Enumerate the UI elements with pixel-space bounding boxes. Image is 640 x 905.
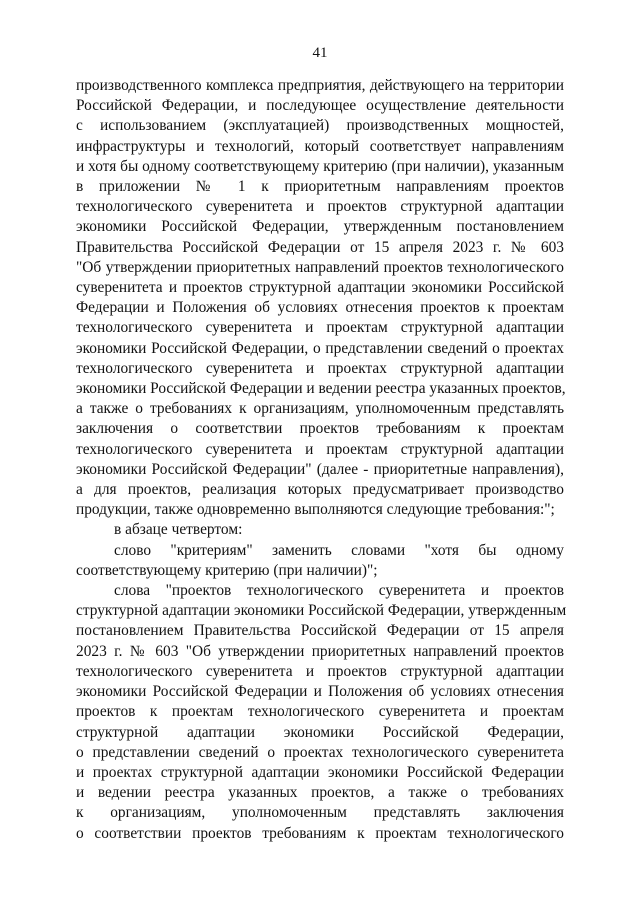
text-line: продукции, также одновременно выполняются следующие требования:"; (76, 501, 555, 519)
text-line: о соответствии проектов требованиям к проектам технологического (76, 824, 564, 842)
text-line: суверенитета и проектов структурной адаптации экономики Российской (76, 279, 564, 297)
text-line: заключения о соответствии проектов требованиям к проектам (76, 420, 564, 438)
text-line: и хотя бы одному соответствующему критерию (при наличии), указанным (76, 157, 565, 175)
text-line: экономики Российской Федерации, утвержденным постановлением (76, 218, 564, 236)
text-line: к организациям, уполномоченным представлять заключения (76, 804, 564, 822)
text-line: технологического суверенитета и проектов структурной адаптации (76, 198, 564, 216)
paragraph (76, 601, 567, 843)
text-line: структурной адаптации экономики Российской Федерации, (76, 723, 564, 741)
text-line: Федерации и Положения об условиях отнесения проектов к проектам (76, 299, 564, 317)
text-line: экономики Российской Федерации и Положения об условиях отнесения (76, 683, 564, 701)
text-line: постановлением Правительства Российской Федерации от 15 апреля (76, 622, 564, 640)
text-line: с использованием (эксплуатацией) производственных мощностей, (76, 117, 564, 135)
text-line: о представлении сведений о проектах технологического суверенитета (76, 743, 564, 761)
text-line: производственного комплекса предприятия, действующего на территории (76, 77, 564, 94)
text-line: технологического суверенитета и проектам структурной адаптации (76, 319, 564, 337)
paragraph (76, 520, 564, 540)
text-line: "Об утверждении приоритетных направлений проектов технологического (76, 258, 564, 276)
paragraph (76, 76, 564, 520)
text-line: и ведении реестра указанных проектов, а также о требованиях (76, 784, 564, 802)
text-line: 2023 г. № 603 "Об утверждении приоритетных направлений проектов (76, 642, 564, 660)
text-line: технологического суверенитета и проектах структурной адаптации (76, 359, 564, 377)
text-line: в приложении № 1 к приоритетным направлениям проектов (76, 178, 564, 196)
text-line: технологического суверенитета и проектов структурной адаптации (76, 662, 564, 680)
text-line: и проектах структурной адаптации экономики Российской Федерации (76, 763, 564, 781)
text-line: в абзаце четвертом: (114, 521, 243, 539)
paragraph (76, 541, 564, 561)
document-body (76, 76, 567, 844)
text-line: проектов к проектам технологического суверенитета и проектам (76, 703, 564, 721)
text-line: слова "проектов технологического суверенитета и проектов (114, 582, 564, 600)
text-line: инфраструктуры и технологий, который соответствует направлениям (76, 137, 564, 155)
text-line: Российской Федерации, и последующее осуществление деятельности (76, 97, 564, 115)
text-line: а для проектов, реализация которых предусматривает производство (76, 481, 564, 499)
text-line: соответствующему критерию (при наличии)"; (76, 561, 378, 579)
text-line: экономики Российской Федерации" (далее - приоритетные направления), (76, 460, 564, 478)
text-line: структурной адаптации экономики Российской Федерации, утвержденным (76, 602, 567, 620)
text-line: технологического суверенитета и проектам структурной адаптации (76, 440, 564, 458)
text-line: слово "критериям" заменить словами "хотя бы одному (114, 541, 564, 559)
text-line: а также о требованиях к организациям, уполномоченным представлять (76, 400, 564, 418)
page-number: 41 (312, 45, 328, 61)
text-line: Правительства Российской Федерации от 15 апреля 2023 г. № 603 (76, 238, 564, 256)
paragraph (76, 561, 564, 581)
text-line: экономики Российской Федерации, о представлении сведений о проектах (76, 339, 564, 357)
paragraph (76, 581, 564, 601)
text-line: экономики Российской Федерации и ведении реестра указанных проектов, (76, 380, 566, 398)
